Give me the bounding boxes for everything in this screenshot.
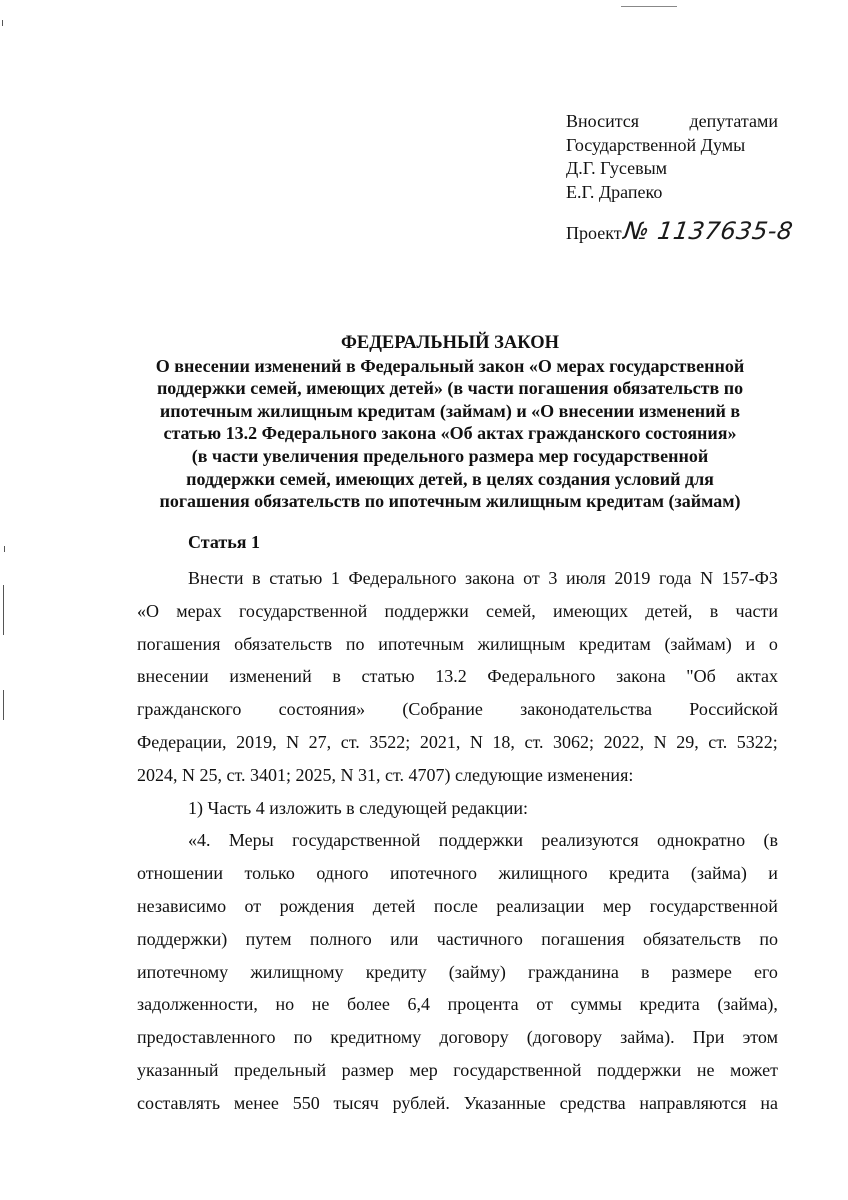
body-word: кредитам — [578, 633, 651, 654]
project-label: Проект — [566, 223, 622, 243]
body-word: Российской — [689, 699, 778, 720]
body-word: задолженности, — [137, 994, 258, 1015]
body-word: только — [244, 863, 295, 884]
article-heading: Статья 1 — [188, 532, 260, 552]
body-word: Федерального — [487, 666, 596, 687]
body-word: (договору — [526, 1027, 603, 1048]
body-word: от — [536, 994, 553, 1015]
law-type-heading: ФЕДЕРАЛЬНЫЙ ЗАКОН — [340, 333, 560, 353]
submitted-by-word: Вносится — [566, 111, 640, 131]
body-word: по — [345, 633, 365, 654]
body-word: размере — [671, 961, 732, 982]
body-word: (займа), — [717, 994, 778, 1015]
body-line — [137, 792, 778, 825]
body-line — [137, 824, 778, 857]
body-word: суммы — [570, 994, 622, 1015]
body-word: 2022, — [603, 731, 645, 752]
body-word: Федерации, — [137, 731, 227, 752]
body-word: закона — [616, 666, 666, 687]
scan-top-line — [621, 6, 677, 7]
body-word: внесении — [137, 666, 209, 687]
body-word: (займам) — [664, 633, 732, 654]
body-word: обязательств — [234, 633, 333, 654]
submitted-by-line-1 — [566, 110, 778, 134]
body-word: Внести — [188, 568, 244, 588]
body-line — [137, 759, 778, 792]
body-word: на — [760, 1092, 778, 1113]
body-word: в — [641, 961, 650, 982]
body-word: кредитному — [330, 1027, 422, 1048]
submitted-by-block — [566, 110, 778, 204]
body-word: предоставленного — [137, 1027, 276, 1048]
body-word: полного — [309, 928, 372, 949]
body-word: 27, — [308, 731, 332, 752]
body-word: 1 — [330, 568, 340, 588]
body-word: составлять — [137, 1092, 221, 1113]
body-word: мер — [409, 1059, 438, 1080]
body-line — [137, 628, 778, 661]
body-word: может — [729, 1059, 778, 1080]
body-word: семей, — [486, 600, 536, 621]
body-word: частичного — [436, 928, 523, 949]
body-word: но — [275, 994, 295, 1015]
body-word: средства — [559, 1092, 626, 1113]
title-line: ипотечным жилищным кредитам (займам) и «О внесении изменений в — [159, 400, 741, 421]
body-word: (в — [763, 830, 778, 851]
body-word: ипотечным — [378, 633, 464, 654]
article-body — [137, 562, 778, 1120]
scan-mark — [2, 20, 3, 26]
body-word: указанный — [137, 1059, 219, 1080]
body-line — [137, 562, 778, 595]
body-word: одного — [316, 863, 369, 884]
body-word: поддержки — [384, 600, 469, 621]
body-word: ипотечного — [389, 863, 478, 884]
body-word: 3 — [548, 568, 558, 588]
body-word: отношении — [137, 863, 224, 884]
body-word: При — [692, 1027, 725, 1048]
body-word: и — [768, 863, 778, 884]
title-line: поддержки семей, имеющих детей, в целях создания условий для — [186, 468, 714, 489]
body-word: государственной — [292, 830, 421, 851]
scan-mark — [3, 690, 4, 720]
body-word: государственной — [238, 600, 368, 621]
body-word: Указанные — [463, 1092, 546, 1113]
body-word: детей, — [645, 600, 693, 621]
body-line — [137, 693, 778, 726]
body-word: Федерального — [348, 568, 457, 588]
body-word: и — [745, 633, 756, 654]
body-word: договору — [439, 1027, 509, 1048]
body-word: части — [735, 600, 778, 621]
body-word: ст. — [524, 731, 544, 752]
body-word: государственной — [453, 1059, 582, 1080]
scan-mark — [3, 585, 4, 635]
body-word: N — [286, 731, 300, 752]
body-word: путем — [245, 928, 292, 949]
body-word: состояния» — [278, 699, 366, 720]
body-line — [137, 988, 778, 1021]
body-word: по — [759, 928, 778, 949]
body-word: детей — [372, 895, 416, 916]
body-line-text: 2024, N 25, ст. 3401; 2025, N 31, ст. 4707) следующие изменения: — [137, 764, 634, 785]
body-word: после — [433, 895, 478, 916]
body-word: или — [390, 928, 419, 949]
body-word: 550 — [292, 1092, 320, 1113]
body-word: ст. — [340, 731, 360, 752]
body-word: рождения — [279, 895, 355, 916]
submitted-by-word: депутатами — [689, 111, 778, 131]
body-word: 18, — [492, 731, 515, 752]
body-word: поддержки — [438, 830, 524, 851]
body-word: (Собрание — [402, 699, 483, 720]
body-word: независимо — [137, 895, 227, 916]
body-word: N — [700, 568, 714, 588]
body-word: жилищным — [477, 633, 566, 654]
body-word: погашения — [137, 633, 221, 654]
body-word: в — [252, 568, 261, 588]
body-word: этом — [742, 1027, 778, 1048]
body-word: Меры — [228, 830, 274, 851]
body-word: жилищного — [498, 863, 588, 884]
body-word: погашения — [541, 928, 625, 949]
body-word: 6,4 — [407, 994, 430, 1015]
body-word: 2021, — [419, 731, 461, 752]
body-word: не — [311, 994, 330, 1015]
scan-mark — [4, 546, 5, 552]
body-word: государственной — [649, 895, 778, 916]
body-line — [137, 890, 778, 923]
title-line: О внесении изменений в Федеральный закон «О мерах государственной — [155, 355, 745, 376]
body-word: жилищному — [250, 961, 344, 982]
body-word: 5322; — [736, 731, 778, 752]
body-word: N — [469, 731, 483, 752]
body-word: "Об — [686, 666, 716, 687]
body-line — [137, 726, 778, 759]
body-word: 3522; — [369, 731, 411, 752]
body-word: в — [332, 666, 341, 687]
body-line — [137, 956, 778, 989]
title-line: статью 13.2 Федерального закона «Об актах гражданского состояния» — [163, 423, 737, 444]
body-word: имеющих — [553, 600, 628, 621]
body-word: ст. — [708, 731, 728, 752]
title-line: поддержки семей, имеющих детей» (в части погашения обязательств по — [156, 378, 744, 399]
submitted-by-line-4: Е.Г. Драпеко — [566, 181, 663, 202]
body-word: по — [293, 1027, 313, 1048]
body-word: статью — [361, 666, 415, 687]
body-word: 2019 — [614, 568, 651, 588]
body-word: статью — [269, 568, 323, 588]
submitted-by-line-3: Д.Г. Гусевым — [566, 158, 668, 178]
body-word: «4. — [188, 830, 211, 851]
body-word: N — [653, 731, 667, 752]
body-line — [137, 1054, 778, 1087]
body-word: реализации — [496, 895, 585, 916]
body-word: рублей. — [392, 1092, 450, 1113]
body-word: года — [658, 568, 692, 588]
body-word: мерах — [176, 600, 222, 621]
body-word: 157-ФЗ — [721, 568, 778, 588]
body-word: размер — [341, 1059, 394, 1080]
body-line — [137, 1021, 778, 1054]
body-word: реализуются — [541, 830, 639, 851]
body-word: 2019, — [236, 731, 277, 752]
body-word: законодательства — [520, 699, 652, 720]
body-word: «О — [137, 600, 159, 621]
project-number-handwritten: № 1137635-8 — [621, 217, 795, 245]
project-number-line — [566, 219, 793, 245]
body-word: (займа) — [690, 863, 747, 884]
body-word: его — [754, 961, 778, 982]
body-word: июля — [565, 568, 606, 588]
body-word: гражданина — [528, 961, 619, 982]
body-word: предельный — [234, 1059, 327, 1080]
body-word: ипотечному — [137, 961, 229, 982]
body-line — [137, 595, 778, 628]
body-word: тысяч — [333, 1092, 379, 1113]
body-word: изменений — [229, 666, 312, 687]
body-word: кредиту — [365, 961, 427, 982]
title-line: погашения обязательств по ипотечным жилищным кредитам (займам) — [159, 491, 741, 512]
title-line: (в части увеличения предельного размера мер государственной — [191, 445, 709, 466]
body-word: не — [696, 1059, 715, 1080]
body-word: более — [347, 994, 390, 1015]
body-word: направляются — [639, 1092, 747, 1113]
body-word: мер — [602, 895, 632, 916]
body-word: о — [768, 633, 778, 654]
body-word: актах — [736, 666, 778, 687]
body-word: менее — [233, 1092, 279, 1113]
body-line-text: 1) Часть 4 изложить в следующей редакции: — [188, 797, 529, 818]
law-title-block — [120, 332, 780, 513]
submitted-by-line-2: Государственной Думы — [566, 134, 746, 155]
body-word: гражданского — [137, 699, 242, 720]
body-word: поддержки) — [137, 928, 228, 949]
body-word: 29, — [676, 731, 699, 752]
body-word: закона — [465, 568, 515, 588]
body-word: кредита — [639, 994, 700, 1015]
body-word: в — [709, 600, 719, 621]
body-word: 13.2 — [435, 666, 467, 687]
body-word: от — [523, 568, 540, 588]
body-line — [137, 1087, 778, 1120]
body-word: займа). — [620, 1027, 675, 1048]
body-word: обязательств — [642, 928, 741, 949]
body-word: поддержки — [597, 1059, 682, 1080]
body-word: (займу) — [448, 961, 506, 982]
body-word: процента — [447, 994, 519, 1015]
body-line — [137, 857, 778, 890]
body-line — [137, 923, 778, 956]
body-word: от — [244, 895, 262, 916]
body-word: однократно — [657, 830, 746, 851]
body-word: кредита — [609, 863, 670, 884]
body-line — [137, 660, 778, 693]
body-word: 3062; — [553, 731, 595, 752]
